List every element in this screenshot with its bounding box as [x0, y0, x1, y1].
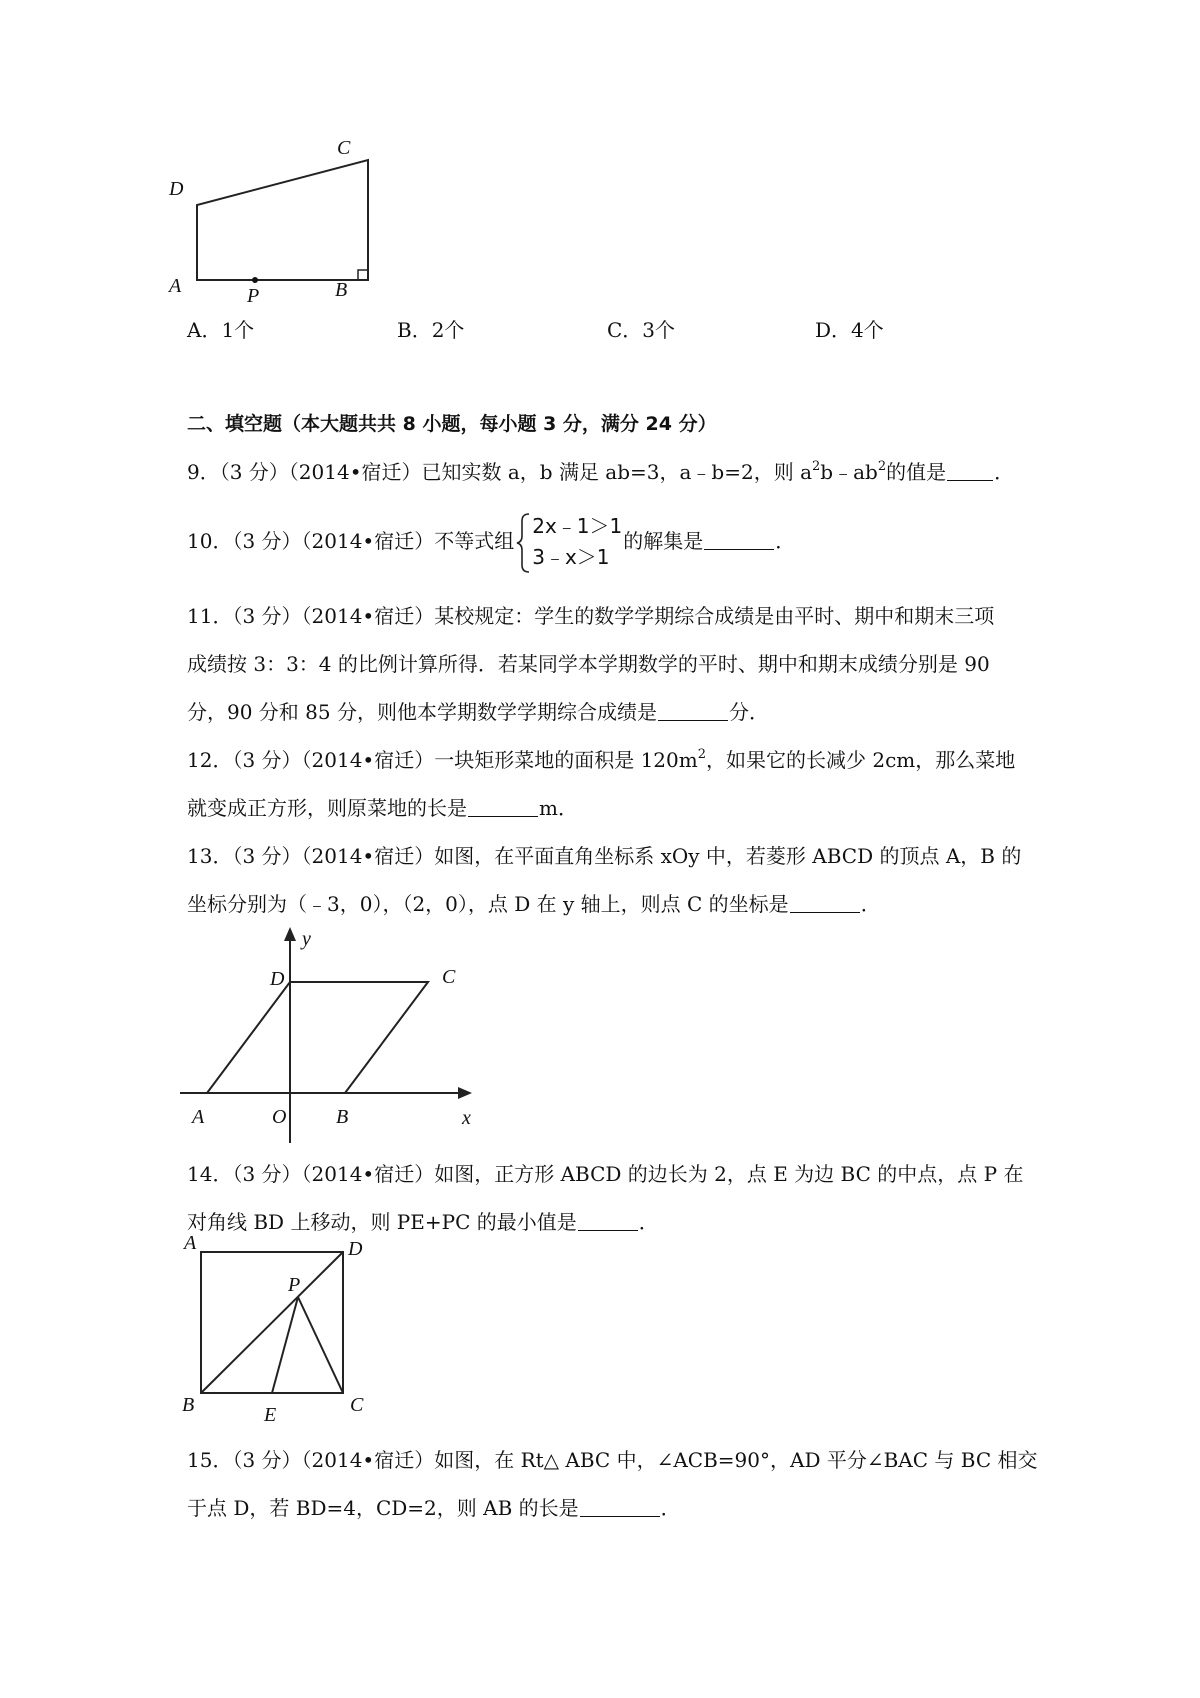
question-11-line-2: 成绩按 3：3：4 的比例计算所得．若某同学本学期数学的平时、期中和期末成绩分别是 90 [187, 652, 990, 676]
rhombus-diagram [180, 925, 480, 1150]
q10-prefix: 10．（3 分）（2014•宿迁）不等式组 [187, 529, 515, 553]
question-13-line-1: 13．（3 分）（2014•宿迁）如图，在平面直角坐标系 xOy 中，若菱形 ABCD 的顶点 A，B 的 [187, 844, 1022, 868]
q11-line3-suffix: 分． [728, 700, 769, 724]
q12-line2-suffix: m． [539, 796, 578, 820]
label-c: C [350, 1394, 364, 1416]
question-15-line-1: 15．（3 分）（2014•宿迁）如图，在 Rt△ ABC 中，∠ACB=90°，AD 平分∠BAC 与 BC 相交 [187, 1448, 1038, 1472]
q14-line2-prefix: 对角线 BD 上移动，则 PE+PC 的最小值是 [187, 1210, 577, 1234]
answer-options [187, 314, 1087, 344]
question-12-line-1 [187, 746, 1015, 774]
figure-rhombus-coordinate [180, 925, 480, 1150]
question-9 [187, 458, 1014, 486]
label-a: A [184, 1232, 197, 1254]
diagonal-bd [201, 1252, 343, 1393]
q11-line3-prefix: 分，90 分和 85 分，则他本学期数学学期综合成绩是 [187, 700, 657, 724]
label-x: x [462, 1107, 471, 1129]
label-b: B [182, 1394, 195, 1416]
label-a: A [169, 275, 182, 297]
label-d: D [348, 1238, 363, 1260]
label-d: D [169, 178, 184, 200]
option-a: A．1个 [187, 318, 255, 342]
q13-line2-prefix: 坐标分别为（﹣3，0），（2，0），点 D 在 y 轴上，则点 C 的坐标是 [187, 892, 789, 916]
section-title: 二、填空题（本大题共共 8 小题，每小题 3 分，满分 24 分） [187, 413, 717, 435]
x-axis-arrow [458, 1087, 472, 1099]
figure-square [180, 1232, 380, 1435]
q9-sup1: 2 [812, 459, 821, 474]
question-14-line-2 [187, 1208, 659, 1236]
trapezoid-diagram [169, 137, 395, 307]
q9-mid: b﹣ab [820, 460, 878, 484]
label-c: C [442, 966, 456, 988]
q15-line2-suffix: ． [660, 1496, 681, 1520]
q15-line2-prefix: 于点 D，若 BD=4，CD=2，则 AB 的长是 [187, 1496, 579, 1520]
q13-line2-suffix: ． [860, 892, 881, 916]
option-c: C．3个 [607, 318, 676, 342]
label-p: P [288, 1274, 301, 1296]
q12-answer-blank[interactable] [468, 796, 538, 817]
q11-answer-blank[interactable] [658, 700, 728, 721]
q15-answer-blank[interactable] [580, 1496, 660, 1517]
question-15-line-2 [187, 1494, 681, 1522]
label-e: E [264, 1404, 277, 1426]
q13-answer-blank[interactable] [790, 892, 860, 913]
question-10 [187, 510, 795, 574]
q9-prefix: 9．（3 分）（2014•宿迁）已知实数 a，b 满足 ab=3，a﹣b=2，则 a [187, 460, 812, 484]
label-d: D [270, 968, 285, 990]
point-p-dot [252, 277, 258, 283]
label-b: B [335, 279, 348, 301]
segment-pc [298, 1297, 343, 1393]
q12-line2-prefix: 就变成正方形，则原菜地的长是 [187, 796, 467, 820]
segment-pe [272, 1297, 298, 1393]
q14-answer-blank[interactable] [578, 1210, 638, 1231]
q14-line2-suffix: ． [638, 1210, 659, 1234]
q9-suffix: 的值是 [886, 460, 947, 484]
question-11-line-1: 11．（3 分）（2014•宿迁）某校规定：学生的数学学期综合成绩是由平时、期中和期末三项 [187, 604, 995, 628]
trapezoid-outline [197, 160, 368, 280]
q12-line1-suffix: ，如果它的长减少 2cm，那么菜地 [706, 748, 1016, 772]
option-d: D．4个 [815, 318, 884, 342]
label-p: P [247, 285, 260, 307]
q10-answer-blank[interactable] [704, 529, 774, 550]
figure-trapezoid [169, 137, 395, 307]
question-13-line-2 [187, 890, 881, 918]
square-diagram [180, 1232, 380, 1435]
label-o: O [272, 1106, 287, 1128]
rhombus-outline [207, 982, 428, 1093]
q12-sup: 2 [697, 747, 707, 762]
q9-answer-blank[interactable] [947, 460, 993, 481]
label-c: C [337, 137, 351, 159]
q9-end: ． [994, 460, 1015, 484]
right-angle-mark [358, 270, 368, 280]
label-a: A [192, 1106, 205, 1128]
q10-suffix: 的解集是 [623, 529, 704, 553]
question-11-line-3 [187, 698, 769, 726]
inequality-system [516, 512, 621, 574]
inequality-1: 2x﹣1＞1 [532, 513, 623, 538]
label-y: y [302, 928, 311, 950]
question-12-line-2 [187, 794, 578, 822]
option-b: B．2个 [397, 318, 465, 342]
q12-line1-prefix: 12．（3 分）（2014•宿迁）一块矩形菜地的面积是 120m [187, 748, 698, 772]
label-b: B [336, 1106, 349, 1128]
brace-icon [516, 512, 532, 574]
question-14-line-1: 14．（3 分）（2014•宿迁）如图，正方形 ABCD 的边长为 2，点 E 为边 BC 的中点，点 P 在 [187, 1162, 1024, 1186]
y-axis-arrow [284, 927, 296, 941]
inequality-2: 3﹣x＞1 [532, 544, 610, 569]
q9-sup2: 2 [877, 459, 887, 474]
q10-end: ． [775, 529, 796, 553]
